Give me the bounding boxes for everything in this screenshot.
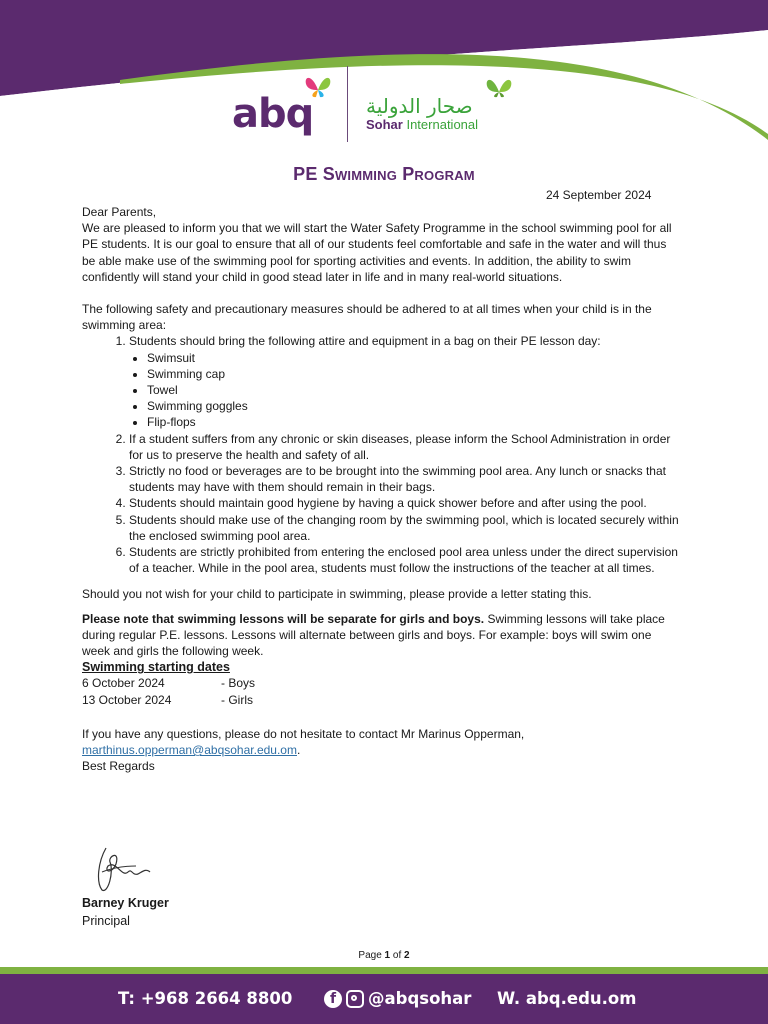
footer-website: W. abq.edu.om [497, 989, 637, 1008]
sohar-butterfly-icon [484, 72, 514, 98]
measures-intro: The following safety and precautionary measures should be adhered to at all times when your child is in the swimming area: [82, 302, 652, 333]
dates-heading: Swimming starting dates [82, 660, 230, 675]
letter-body [82, 204, 682, 775]
intro-paragraph: We are pleased to inform you that we will start the Water Safety Programme in the school swimming pool for all PE students. It is our goal to ensure that all of our students feel comfortable and safe in the water and will thus be able make use of the swimming pool for sporting activities and events. In addition, the ability to swim confidently will stand your child in good stead later in life and in many real-world situations. [82, 221, 672, 284]
rules-list [82, 333, 682, 576]
equipment-item: • Swimming goggles [147, 398, 682, 414]
rule-item: 6. Students are strictly prohibited from entering the enclosed pool area unless under the direct supervision of a teacher. While in the pool area, students must follow the instructions of the teacher at all times. [129, 544, 682, 576]
page-label: Page [358, 950, 385, 961]
rule-item: 5. Students should make use of the changing room by the swimming pool, which is located securely within the enclosed swimming pool area. [129, 512, 682, 544]
logo-en-bold: Sohar [366, 117, 403, 132]
rule-item [129, 333, 682, 430]
equipment-list [129, 350, 682, 431]
rule-item: 4. Students should maintain good hygiene by having a quick shower before and after using the pool. [129, 495, 682, 511]
footer-social-handle: @abqsohar [368, 989, 472, 1008]
sohar-international-logo [366, 117, 478, 133]
equipment-item: • Flip-flops [147, 414, 682, 430]
contact-paragraph: If you have any questions, please do not hesitate to contact Mr Marinus Opperman, [82, 726, 525, 741]
letter-date: 24 September 2024 [546, 188, 652, 202]
page-current: 1 [384, 950, 391, 961]
start-date: 13 October 2024 [82, 692, 172, 707]
equipment-item: • Swimming cap [147, 366, 682, 382]
closing: Best Regards [82, 759, 155, 774]
rule-item: 2. If a student suffers from any chronic or skin diseases, please inform the School Administration in order for us to preserve the health and safety of all. [129, 431, 682, 463]
note-rest: Swimming lessons will take place during regular P.E. lessons. Lessons will alternate between girls and boys. For example: boys will swim one week and girls the following week. [82, 611, 665, 659]
footer-phone: T: +968 2664 8800 [118, 989, 293, 1008]
signature [92, 842, 156, 896]
page-of: of [390, 950, 405, 961]
date-row [82, 692, 682, 708]
date-group: - Boys [221, 676, 256, 691]
facebook-icon: f [324, 990, 342, 1008]
instagram-icon [346, 990, 364, 1008]
equipment-item: • Towel [147, 382, 682, 398]
page-number [0, 950, 768, 961]
note-paragraph [82, 611, 682, 660]
email-end: . [296, 743, 301, 758]
contact-email-line [82, 742, 682, 758]
start-date: 6 October 2024 [82, 676, 165, 691]
footer-green-line [0, 967, 768, 974]
page-title: PE Swimming Program [293, 164, 475, 184]
rule-text: Students should bring the following attire and equipment in a bag on their PE lesson day: [129, 334, 601, 349]
optout-paragraph: Should you not wish for your child to participate in swimming, please provide a letter stating this. [82, 587, 592, 602]
equipment-item: • Swimsuit [147, 350, 682, 366]
logo-en-rest: International [406, 117, 479, 132]
date-group: - Girls [221, 692, 253, 707]
logo-divider [347, 66, 348, 142]
footer-social [324, 989, 471, 1008]
signer-name: Barney Kruger [82, 896, 169, 910]
date-row [82, 675, 682, 691]
signer-role: Principal [82, 914, 130, 928]
footer-bar [0, 974, 768, 1024]
page-total: 2 [404, 950, 410, 961]
contact-email-link[interactable]: marthinus.opperman@abqsohar.edu.om [82, 743, 297, 758]
abq-logo: abq [232, 91, 314, 137]
note-bold: Please note that swimming lessons will be separate for girls and boys. [82, 611, 485, 626]
salutation: Dear Parents, [82, 205, 157, 219]
sohar-arabic-logo: صحار الدولية [366, 94, 473, 118]
rule-item: 3. Strictly no food or beverages are to be brought into the swimming pool area. Any lunch or snacks that students may have with them should remain in their bags. [129, 463, 682, 495]
